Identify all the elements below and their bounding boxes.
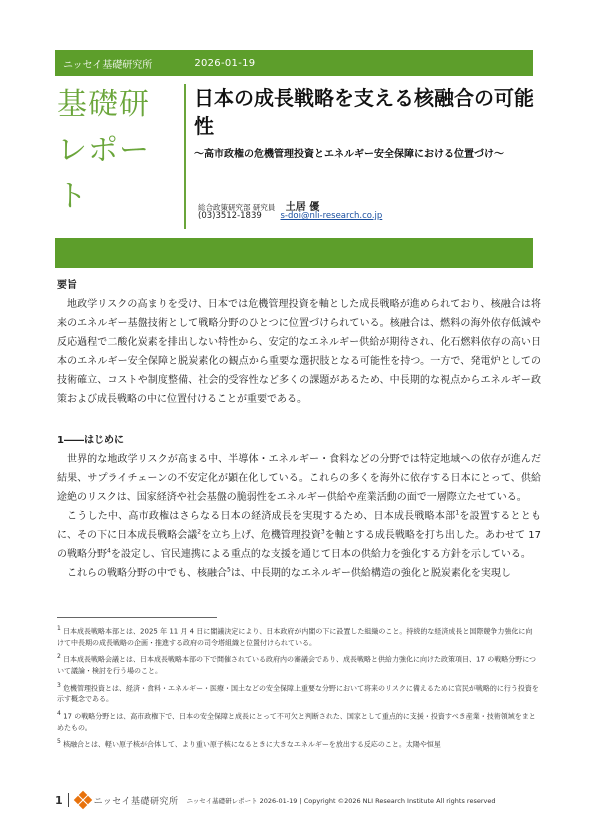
footnote-ref[interactable]: 3 (320, 528, 325, 536)
footnote-ref[interactable]: 4 (107, 547, 111, 555)
title-divider (184, 84, 186, 229)
nli-logo (75, 792, 179, 808)
footnote-item (57, 736, 539, 751)
email-link[interactable]: s-doi@nli-research.co.jp (280, 211, 383, 221)
footnote-item (57, 651, 539, 677)
report-date: 2026-01-19 (194, 57, 256, 69)
footer-copyright: ニッセイ基礎研レポート 2026-01-19 | Copyright ©2026 NLI Research Institute All rights reserved (186, 796, 496, 805)
report-subtitle: ～高市政権の危機管理投資とエネルギー安全保障における位置づけ～ (194, 149, 504, 160)
footnote-number: 5 (57, 738, 61, 746)
footnote-item (57, 708, 539, 734)
footnote-number: 4 (57, 709, 61, 717)
header-bottom-bar (55, 238, 533, 268)
author-name: 土居 優 (285, 202, 320, 213)
footnote-item (57, 680, 539, 706)
text-run: を立ち上げ、危機管理投資 (201, 530, 321, 541)
section-paragraph-2 (57, 507, 541, 564)
section-heading: 1――はじめに (57, 435, 124, 446)
abstract-heading: 要旨 (57, 280, 77, 291)
org-name: ニッセイ基礎研究所 (63, 59, 153, 71)
text-run: を設定し、官民連携による重点的な支援を通じて日本の供給力を強化する方針を示している。 (110, 549, 531, 560)
text-run: を設置するとともに、その下に日本成長戦略会議 (57, 511, 541, 541)
text-run: を軸とする成長戦略を打ち出した。あわせて 17 の戦略分野 (57, 530, 542, 560)
author-role: 総合政策研究部 研究員 (198, 203, 276, 212)
footnote-number: 1 (57, 625, 61, 632)
section-paragraph-3 (57, 564, 541, 583)
contact-line (198, 211, 382, 221)
abstract-paragraph: 地政学リスクの高まりを受け、日本では危機管理投資を軸とした成長戦略が進められており、核融合は将来のエネルギー基盤技術として戦略分野のひとつに位置づけられている。核融合は、燃料の海外依存低減や反応過程で二酸化炭素を排出しない特性から、安定的なエネルギー供給が期待され、化石燃料依存の高い日本のエネルギー安全保障と脱炭素化の観点から重要な選択肢となる可能性を持つ。一方で、発電炉としての技術確立、コストや制度整備、社会的受容性など多くの課題があるため、中長期的な視点からエネルギー政策および成長戦略の中に位置付けることが重要である。 (57, 299, 541, 405)
report-title: 日本の成長戦略を支える核融合の可能性 (194, 86, 534, 138)
footnote-ref[interactable]: 2 (197, 528, 202, 536)
footer-divider (68, 793, 69, 807)
footnote-divider (57, 617, 217, 618)
page-number: 1 (55, 793, 63, 807)
section-paragraph-1: 世界的な地政学リスクが高まる中、半導体・エネルギー・食料などの分野では特定地域への依存が進んだ結果、サプライチェーンの不安定化が顕在化している。これらの多くを海外に依存する日本にとって、供給途絶のリスクは、国家経済や社会基盤の脆弱性をエネルギー供給や産業活動の面で一層際立たせている。 (57, 454, 541, 503)
section-body (57, 450, 541, 583)
footnote-text: 17 の戦略分野とは、高市政権下で、日本の安全保障と成長にとって不可欠と判断された、国家として重点的に支援・投資すべき産業・技術領域をまとめたもの。 (57, 712, 536, 732)
footnote-ref[interactable]: 1 (455, 509, 460, 517)
footnote-text: 核融合とは、軽い原子核が合体して、より重い原子核になるときに大きなエネルギーを放出する反応のこと。太陽や恒星 (63, 740, 441, 749)
page-footer (55, 790, 535, 810)
footnotes (57, 623, 539, 753)
footnote-number: 3 (57, 681, 61, 689)
text-run: は、中長期的なエネルギー供給構造の強化と脱炭素化を実現し (230, 568, 511, 579)
brand-line-2: レポート (57, 133, 150, 214)
footnote-text: 危機管理投資とは、経済・食料・エネルギー・医療・国土などの安全保障上重要な分野において将来のリスクに備えるために官民が戦略的に行う投資を示す概念である。 (57, 683, 539, 704)
abstract-body (57, 295, 541, 409)
nli-logo-icon (75, 792, 91, 808)
footnote-number: 2 (57, 653, 61, 661)
footnote-item (57, 623, 539, 649)
footnote-text: 日本成長戦略本部とは、2025 年 11 月 4 日に閣議決定により、日本政府が内閣の下に設置した組織のこと。持続的な経済成長と国際競争力強化に向けて中長期の成長戦略の企画・推進する政府の司令塔組織と位置付けられている。 (57, 627, 533, 647)
footnote-ref[interactable]: 5 (227, 566, 231, 574)
brand-logo (57, 82, 177, 220)
footnote-text: 日本成長戦略会議とは、日本成長戦略本部の下で開催されている政府内の審議会であり、成長戦略と供給力強化に向けた政策項目、17 の戦略分野について議論・検討を行う場のこと。 (57, 655, 537, 676)
phone-number: (03)3512-1839 (198, 211, 262, 221)
text-run: これらの戦略分野の中でも、核融合 (67, 568, 227, 579)
text-run: こうした中、高市政権はさらなる日本の経済成長を実現するため、日本成長戦略本部 (67, 511, 456, 522)
logo-text: ニッセイ基礎研究所 (93, 796, 179, 807)
header-bar (55, 50, 533, 76)
brand-line-1: 基礎研 (57, 87, 150, 122)
